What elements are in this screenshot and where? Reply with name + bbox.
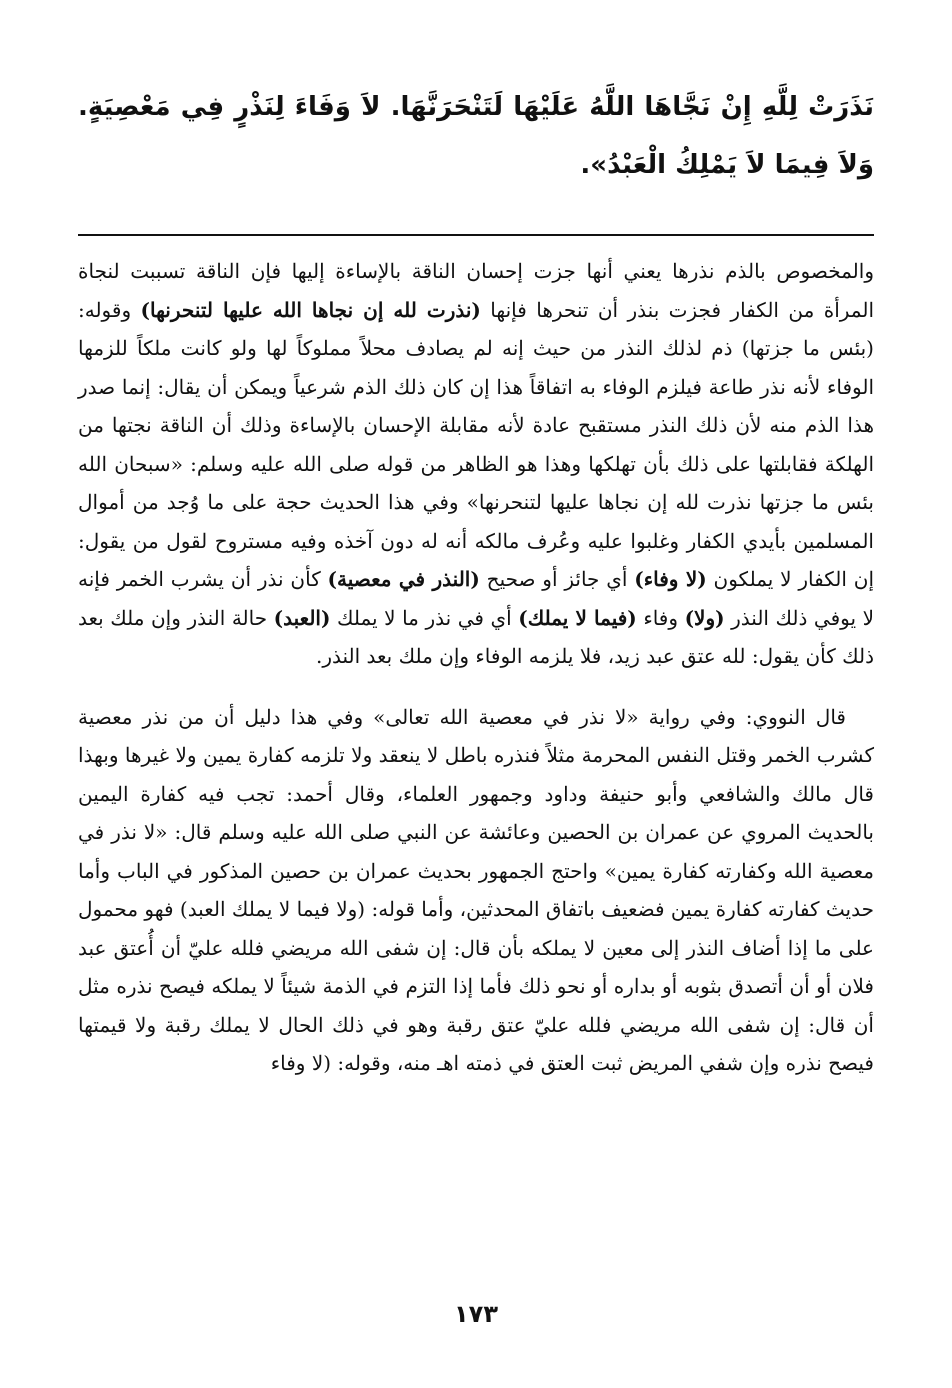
quoted-hadith-phrase: (فيما لا يملك) bbox=[518, 605, 637, 630]
quoted-hadith-phrase: (العبد) bbox=[273, 605, 331, 630]
commentary-paragraph-1 bbox=[78, 252, 874, 676]
hadith-text bbox=[78, 78, 874, 194]
quoted-hadith-phrase: (ولا) bbox=[684, 605, 725, 630]
text-run: أي في نذر ما لا يملك bbox=[330, 605, 519, 630]
quoted-hadith-phrase: (نذرت لله إن نجاها الله عليها لتنحرنها) bbox=[140, 297, 481, 322]
text-run: وقوله: (بئس ما جزتها) ذم لذلك النذر من حيث إنه لم يصادف محلاً مملوكاً لها ولو كانت ملكاً للزمها الوفاء لأنه نذر طاعة فيلزم الوفاء به اتفاقاً هذا إن كان ذلك الذم شرعياً ويمكن أن يقال: إنما صدر هذا الذم منه لأن ذلك النذر مستقبح عادة لأنه مقابلة الإحسان بالإساءة وذلك أن الناقة نجتها من الهلكة فقابلتها على ذلك بأن تهلكها وهذا هو الظاهر من قوله صلى الله عليه وسلم: «سبحان الله بئس ما جزتها نذرت لله إن نجاها عليها لتنحرنها» وفي هذا الحديث حجة على ما وُجد من أموال المسلمين بأيدي الكفار وغلبوا عليه وعُرف مالكه أنه له دون آخذه وفيه مستروح لقول من يقول: إن الكفار لا يملكون bbox=[78, 297, 875, 591]
text-run: وفاء bbox=[636, 605, 685, 630]
text-run: والمخصوص بالذم نذرها يعني أنها جزت إحسان الناقة بالإساءة إليها فإن الناقة تسببت لنجاة المرأة من الكفار فجزت بنذر أن تنحرها فإنها bbox=[78, 259, 875, 322]
footnote-divider bbox=[78, 234, 874, 236]
commentary-body bbox=[78, 252, 874, 1083]
hadith-text-content: نَذَرَتْ لِلَّهِ إِنْ نَجَّاهَا اللَّهُ عَلَيْهَا لَتَنْحَرَنَّهَا. لاَ وَفَاءَ لِنَذْرٍ فِي مَعْصِيَةٍ. وَلاَ فِيمَا لاَ يَمْلِكُ الْعَبْدُ». bbox=[78, 92, 874, 180]
text-run: كأن نذر أن يشرب الخمر فإنه لا يوفي ذلك النذر bbox=[78, 567, 874, 630]
text-run: أي جائز أو صحيح bbox=[479, 567, 635, 591]
commentary-paragraph-2: قال النووي: وفي رواية «لا نذر في معصية الله تعالى» وفي هذا دليل أن من نذر معصية كشرب الخمر وقتل النفس المحرمة مثلاً فنذره باطل لا ينعقد ولا تلزمه كفارة يمين ولا غيرها وبهذا قال مالك والشافعي وأبو حنيفة وداود وجمهور العلماء، وقال أحمد: تجب فيه كفارة اليمين بالحديث المروي عن عمران بن الحصين وعائشة عن النبي صلى الله عليه وسلم قال: «لا نذر في معصية الله وكفارته كفارة يمين» واحتج الجمهور بحديث عمران بن حصين المذكور في الباب وأما حديث كفارته كفارة يمين فضعيف باتفاق المحدثين، وأما قوله: (ولا فيما لا يملك العبد) فهو محمول على ما إذا أضاف النذر إلى معين لا يملكه بأن قال: إن شفى الله مريضي فلله عليّ أن أُعتق عبد فلان أو أن أتصدق بثوبه أو بداره أو نحو ذلك فأما إذا التزم في الذمة شيئاً لا يملكه فيصح نذره مثل أن قال: إن شفى الله مريضي فلله عليّ عتق رقبة وهو في ذلك الحال لا يملك رقبة ولا قيمتها فيصح نذره وإن شفي المريض ثبت العتق في ذمته اهـ منه، وقوله: (لا وفاء bbox=[78, 704, 874, 1075]
text-run: حالة النذر وإن ملك بعد ذلك كأن يقول: لله عتق عبد زيد، فلا يلزمه الوفاء وإن ملك بعد النذر. bbox=[78, 605, 874, 668]
quoted-hadith-phrase: (النذر في معصية) bbox=[327, 567, 480, 591]
quoted-hadith-phrase: (لا وفاء) bbox=[634, 567, 707, 591]
page-number: ١٧٣ bbox=[454, 1300, 498, 1328]
